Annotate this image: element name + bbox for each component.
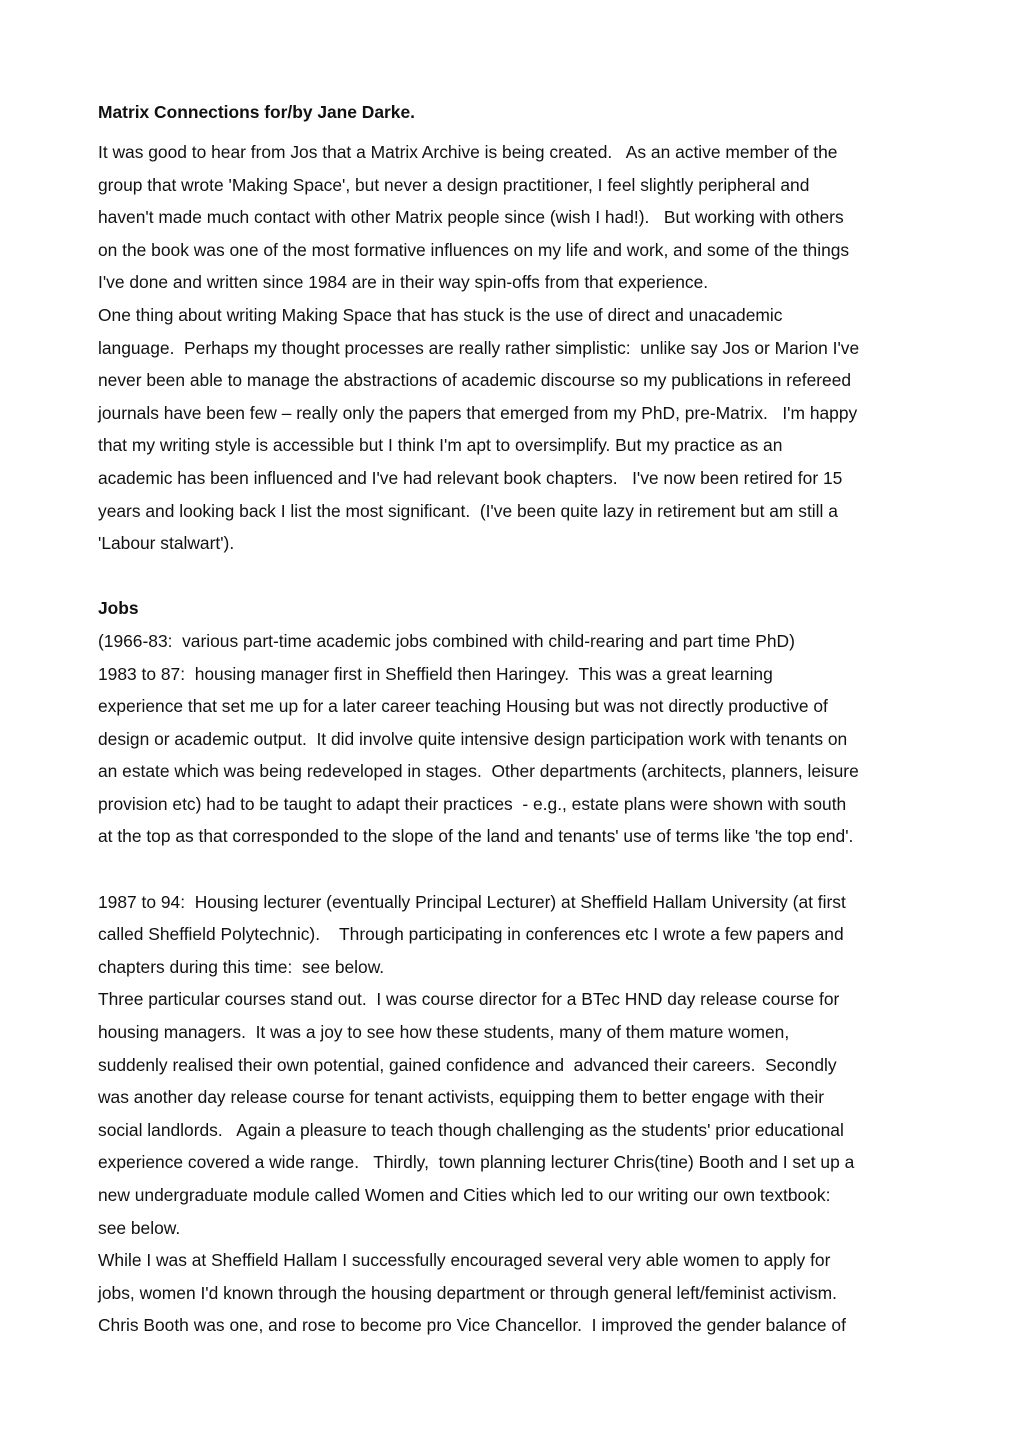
- text-line: an estate which was being redeveloped in stages. Other departments (architects, planners, leisure: [98, 761, 859, 782]
- text-line: at the top as that corresponded to the slope of the land and tenants' use of terms like 'the top end'.: [98, 826, 854, 847]
- text-line: jobs, women I'd known through the housing department or through general left/feminist activism.: [98, 1282, 837, 1303]
- text-line: social landlords. Again a pleasure to teach though challenging as the students' prior educational: [98, 1119, 844, 1140]
- text-line: 'Labour stalwart').: [98, 533, 235, 554]
- text-line: haven't made much contact with other Matrix people since (wish I had!). But working with others: [98, 207, 844, 228]
- text-line: I've done and written since 1984 are in their way spin-offs from that experience.: [98, 272, 709, 293]
- text-line: housing managers. It was a joy to see how these students, many of them mature women,: [98, 1022, 790, 1043]
- jobs-paragraph-2: [98, 886, 978, 1342]
- text-line: One thing about writing Making Space that has stuck is the use of direct and unacademic: [98, 304, 783, 325]
- text-line: see below.: [98, 1217, 181, 1238]
- text-line: 1983 to 87: housing manager first in Sheffield then Haringey. This was a great learning: [98, 663, 773, 684]
- text-line: journals have been few – really only the papers that emerged from my PhD, pre-Matrix. I'm happy: [98, 402, 858, 423]
- text-line: experience that set me up for a later career teaching Housing but was not directly productive of: [98, 696, 828, 717]
- document-page: [98, 96, 978, 1342]
- text-line: While I was at Sheffield Hallam I successfully encouraged several very able women to apply for: [98, 1250, 831, 1271]
- spacer: [98, 853, 978, 886]
- text-line: called Sheffield Polytechnic). Through participating in conferences etc I wrote a few papers and: [98, 924, 844, 945]
- text-line: experience covered a wide range. Thirdly, town planning lecturer Chris(tine) Booth and I set up a: [98, 1152, 855, 1173]
- document-title: Matrix Connections for/by Jane Darke.: [98, 102, 415, 122]
- text-line: years and looking back I list the most significant. (I've been quite lazy in retirement but am still a: [98, 500, 838, 521]
- text-line: on the book was one of the most formative influences on my life and work, and some of the things: [98, 239, 850, 260]
- text-line: language. Perhaps my thought processes are really rather simplistic: unlike say Jos or Marion I've: [98, 337, 860, 358]
- text-line: was another day release course for tenant activists, equipping them to better engage with their: [98, 1087, 824, 1108]
- text-line: suddenly realised their own potential, gained confidence and advanced their careers. Secondly: [98, 1054, 837, 1075]
- text-line: Chris Booth was one, and rose to become pro Vice Chancellor. I improved the gender balance of: [98, 1315, 846, 1336]
- text-line: academic has been influenced and I've had relevant book chapters. I've now been retired for 15: [98, 467, 843, 488]
- spacer: [98, 560, 978, 593]
- text-line: chapters during this time: see below.: [98, 956, 385, 977]
- intro-paragraph-1: [98, 136, 978, 299]
- intro-paragraph-2: [98, 299, 978, 560]
- text-line: group that wrote 'Making Space', but never a design practitioner, I feel slightly peripheral and: [98, 174, 810, 195]
- text-line: provision etc) had to be taught to adapt their practices - e.g., estate plans were shown with south: [98, 793, 847, 814]
- text-line: never been able to manage the abstractions of academic discourse so my publications in refereed: [98, 370, 852, 391]
- jobs-heading: Jobs: [98, 598, 139, 619]
- text-line: new undergraduate module called Women and Cities which led to our writing our own textbook:: [98, 1185, 831, 1205]
- text-line: It was good to hear from Jos that a Matrix Archive is being created. As an active member of the: [98, 142, 838, 162]
- text-line: (1966-83: various part-time academic jobs combined with child-rearing and part time PhD): [98, 630, 795, 651]
- text-line: that my writing style is accessible but I think I'm apt to oversimplify. But my practice as an: [98, 435, 783, 456]
- jobs-paragraph-1: [98, 625, 978, 853]
- text-line: design or academic output. It did involve quite intensive design participation work with tenants on: [98, 728, 848, 749]
- text-line: Three particular courses stand out. I was course director for a BTec HND day release course for: [98, 989, 840, 1010]
- text-line: 1987 to 94: Housing lecturer (eventually Principal Lecturer) at Sheffield Hallam University (at first: [98, 891, 846, 912]
